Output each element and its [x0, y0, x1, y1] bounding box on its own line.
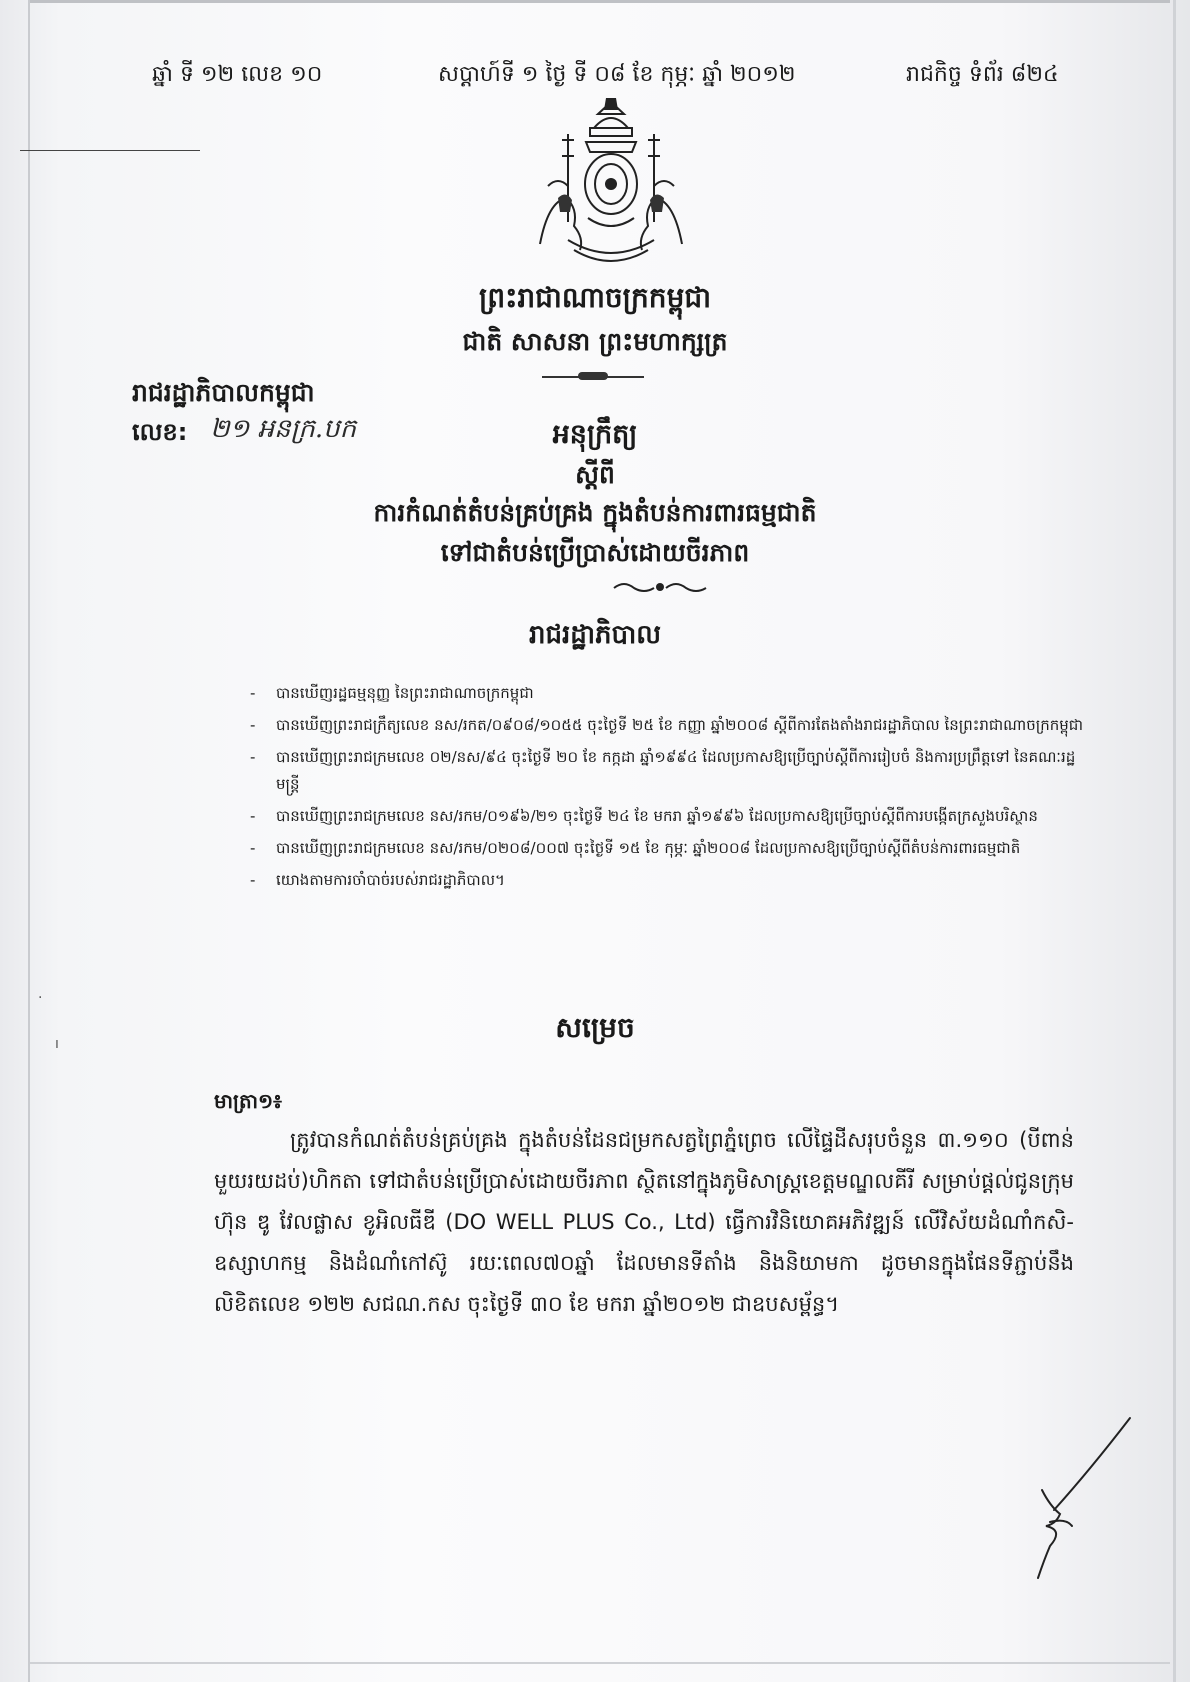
government-heading: រាជរដ្ឋាភិបាល [528, 620, 662, 650]
scan-speck: ı [55, 1036, 59, 1052]
reference-item: - បានឃើញព្រះរាជក្រឹត្យលេខ នស/រកត/០៩០៨/១០៥៥ ចុះថ្ងៃទី ២៥ ខែ កញ្ញា ឆ្នាំ២០០៨ ស្តីពីការតែងតាំងរាជរដ្ឋាភិបាល នៃព្រះរាជាណាចក្រកម្ពុជា [270, 712, 1090, 739]
ornament-divider-icon [610, 580, 710, 594]
scan-edge-top [30, 0, 1170, 3]
royal-coat-of-arms-icon [528, 94, 694, 266]
article-label: មាត្រា១៖ [214, 1089, 282, 1113]
subject-line-2: ទៅជាតំបន់ប្រើប្រាស់ដោយចីរភាព [440, 538, 750, 567]
title-divider [542, 376, 644, 378]
header-date: សប្តាហ៍ទី ១ ថ្ងៃ ទី ០៨ ខែ កុម្ភៈ ឆ្នាំ ២០១២ [438, 62, 796, 87]
national-motto: ជាតិ សាសនា ព្រះមហាក្សត្រ [462, 327, 728, 356]
reference-item: - បានឃើញព្រះរាជក្រមលេខ នស/រកម/០១៩៦/២១ ចុះថ្ងៃទី ២៤ ខែ មករា ឆ្នាំ១៩៩៦ ដែលប្រកាសឱ្យប្រើច្បាប់ស្តីពីការបង្កើតក្រសួងបរិស្ថាន [270, 803, 1090, 830]
document-type: អនុក្រឹត្យ [552, 419, 638, 450]
article-body: ត្រូវបានកំណត់តំបន់គ្រប់គ្រង ក្នុងតំបន់ដែនជម្រកសត្វព្រៃភ្នំព្រេច លើផ្ទៃដីសរុបចំនួន ៣.១១០ (បីពាន់ មួយរយដប់)ហិកតា ទៅជាតំបន់ប្រើប្រាស់ដោយចីរភាព ស្ថិតនៅក្នុងភូមិសាស្ត្រខេត្តមណ្ឌលគីរី សម្រាប់ផ្តល់ជូនក្រុមហ៊ុន ឌូ វែលផ្លាស ខូអិលធីឌី (DO WELL PLUS Co., Ltd) ធ្វើការវិនិយោគអភិវឌ្ឍន៍ លើវិស័យដំណាំកសិ-ឧស្សាហកម្ម និងដំណាំកៅស៊ូ រយៈពេល៧០ឆ្នាំ ដែលមានទីតាំង និងនិយាមកា ដូចមានក្នុងផែនទីភ្ជាប់នឹងលិខិតលេខ ១២២ សជណ.កស ចុះថ្ងៃទី ៣០ ខែ មករា ឆ្នាំ២០១២ ជាឧបសម្ព័ន្ធ។ [214, 1128, 1074, 1316]
kingdom-title: ព្រះរាជាណាចក្រកម្ពុជា [478, 281, 711, 314]
scan-speck: · [38, 990, 43, 1006]
reference-item: - យោងតាមការចាំបាច់របស់រាជរដ្ឋាភិបាល។ [270, 867, 1090, 894]
reference-item: - បានឃើញព្រះរាជក្រមលេខ ០២/នស/៩៤ ចុះថ្ងៃទី ២០ ខែ កក្កដា ឆ្នាំ១៩៩៤ ដែលប្រកាសឱ្យប្រើច្បាប់ស្តីពីការរៀបចំ និងការប្រព្រឹត្តទៅ នៃគណៈរដ្ឋមន្ត្រី [270, 744, 1090, 798]
header-gazette-page: រាជកិច្ច ទំព័រ ៨២៤ [906, 62, 1059, 87]
initials-signature-icon [1020, 1410, 1140, 1590]
scan-edge-left [28, 0, 30, 1682]
reference-item: - បានឃើញរដ្ឋធម្មនុញ្ញ នៃព្រះរាជាណាចក្រកម្ពុជា [270, 680, 1090, 707]
concerning-label: ស្តីពី [575, 460, 615, 489]
document-number-handwritten: ២១ អនក្រ.បក [210, 414, 357, 444]
header-rule [20, 150, 200, 151]
issuer-government: រាជរដ្ឋាភិបាលកម្ពុជា [132, 378, 315, 407]
header-issue-number: ឆ្នាំ ទី ១២ លេខ ១០ [152, 62, 323, 87]
legal-references-list [270, 680, 1090, 899]
scan-edge-right [1173, 0, 1176, 1682]
subject-line-1: ការកំណត់តំបន់គ្រប់គ្រង ក្នុងតំបន់ការពារធម្មជាតិ [373, 498, 817, 527]
decision-heading: សម្រេច [555, 1011, 635, 1044]
scan-edge-bottom [30, 1662, 1170, 1664]
reference-item: - បានឃើញព្រះរាជក្រមលេខ នស/រកម/០២០៨/០០៧ ចុះថ្ងៃទី ១៥ ខែ កុម្ភៈ ឆ្នាំ២០០៨ ដែលប្រកាសឱ្យប្រើច្បាប់ស្តីពីតំបន់ការពារធម្មជាតិ [270, 835, 1090, 862]
document-number-label: លេខ: [132, 418, 188, 446]
